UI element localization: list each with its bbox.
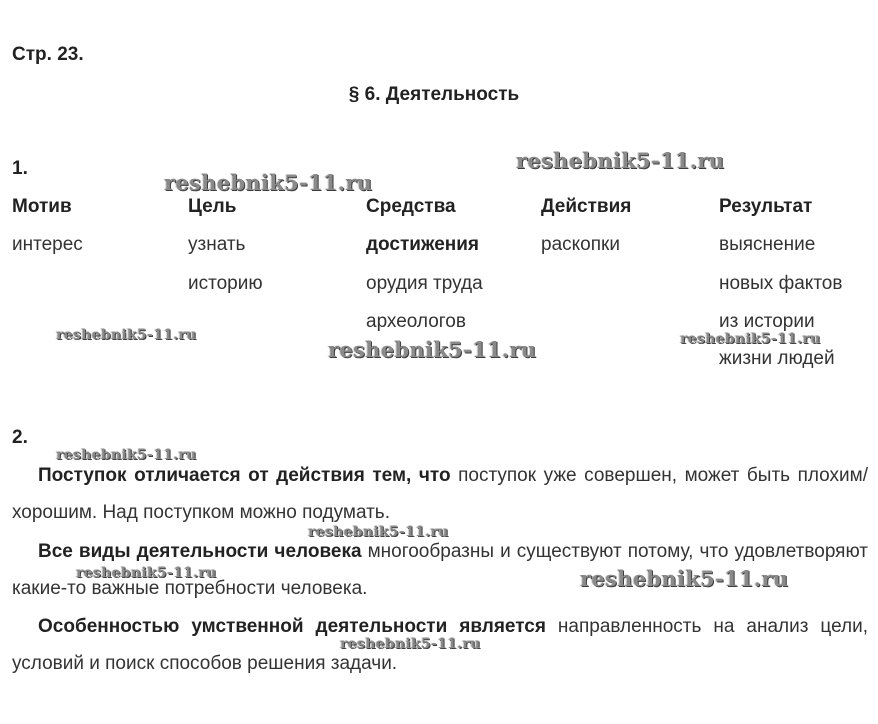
header-actions: Действия <box>541 196 632 217</box>
watermark: reshebnik5-11.ru <box>76 565 217 581</box>
header-goal: Цель <box>188 196 237 217</box>
answer-2-text: многообразны и существуют потому, что удовлетворяют какие-то важные потребности человека. <box>12 541 869 599</box>
watermark: reshebnik5-11.ru <box>680 331 821 347</box>
task-1-number: 1. <box>12 158 28 179</box>
result-cell-4: жизни людей <box>719 348 835 369</box>
answer-2-lead: Все виды деятельности человека <box>38 541 362 562</box>
header-means: Средства <box>366 196 456 217</box>
section-title: § 6. Деятельность <box>348 84 520 105</box>
watermark: reshebnik5-11.ru <box>308 524 449 540</box>
means-cell-1: достижения <box>366 234 479 255</box>
watermark: reshebnik5-11.ru <box>580 566 789 591</box>
watermark: reshebnik5-11.ru <box>56 327 197 343</box>
goal-cell-1: узнать <box>188 234 246 255</box>
header-result: Результат <box>719 196 813 217</box>
result-cell-1: выяснение <box>719 234 816 255</box>
watermark: reshebnik5-11.ru <box>328 337 537 362</box>
answer-1-text: поступок уже совершен, может быть плохим/хорошим. Над поступком можно подумать. <box>12 465 868 523</box>
answer-paragraph-1 <box>12 457 868 531</box>
result-cell-3: из истории <box>719 311 815 332</box>
watermark: reshebnik5-11.ru <box>164 170 373 195</box>
goal-cell-2: историю <box>188 273 263 294</box>
means-cell-3: археологов <box>366 311 466 332</box>
page-label: Стр. 23. <box>12 44 84 65</box>
header-motive: Мотив <box>12 196 72 217</box>
answer-1-lead: Поступок отличается от действия тем, что <box>38 465 451 486</box>
watermark: reshebnik5-11.ru <box>516 148 725 173</box>
watermark: reshebnik5-11.ru <box>56 447 197 463</box>
means-cell-2: орудия труда <box>366 273 483 294</box>
actions-cell: раскопки <box>541 234 620 255</box>
answer-3-lead: Особенностью умственной деятельности является <box>38 616 546 637</box>
motive-cell: интерес <box>12 234 83 255</box>
watermark: reshebnik5-11.ru <box>340 636 481 652</box>
task-2-number: 2. <box>12 427 28 448</box>
result-cell-2: новых фактов <box>719 273 843 294</box>
answer-3-text: направленность на анализ цели, условий и поиск способов решения задачи. <box>12 616 868 674</box>
